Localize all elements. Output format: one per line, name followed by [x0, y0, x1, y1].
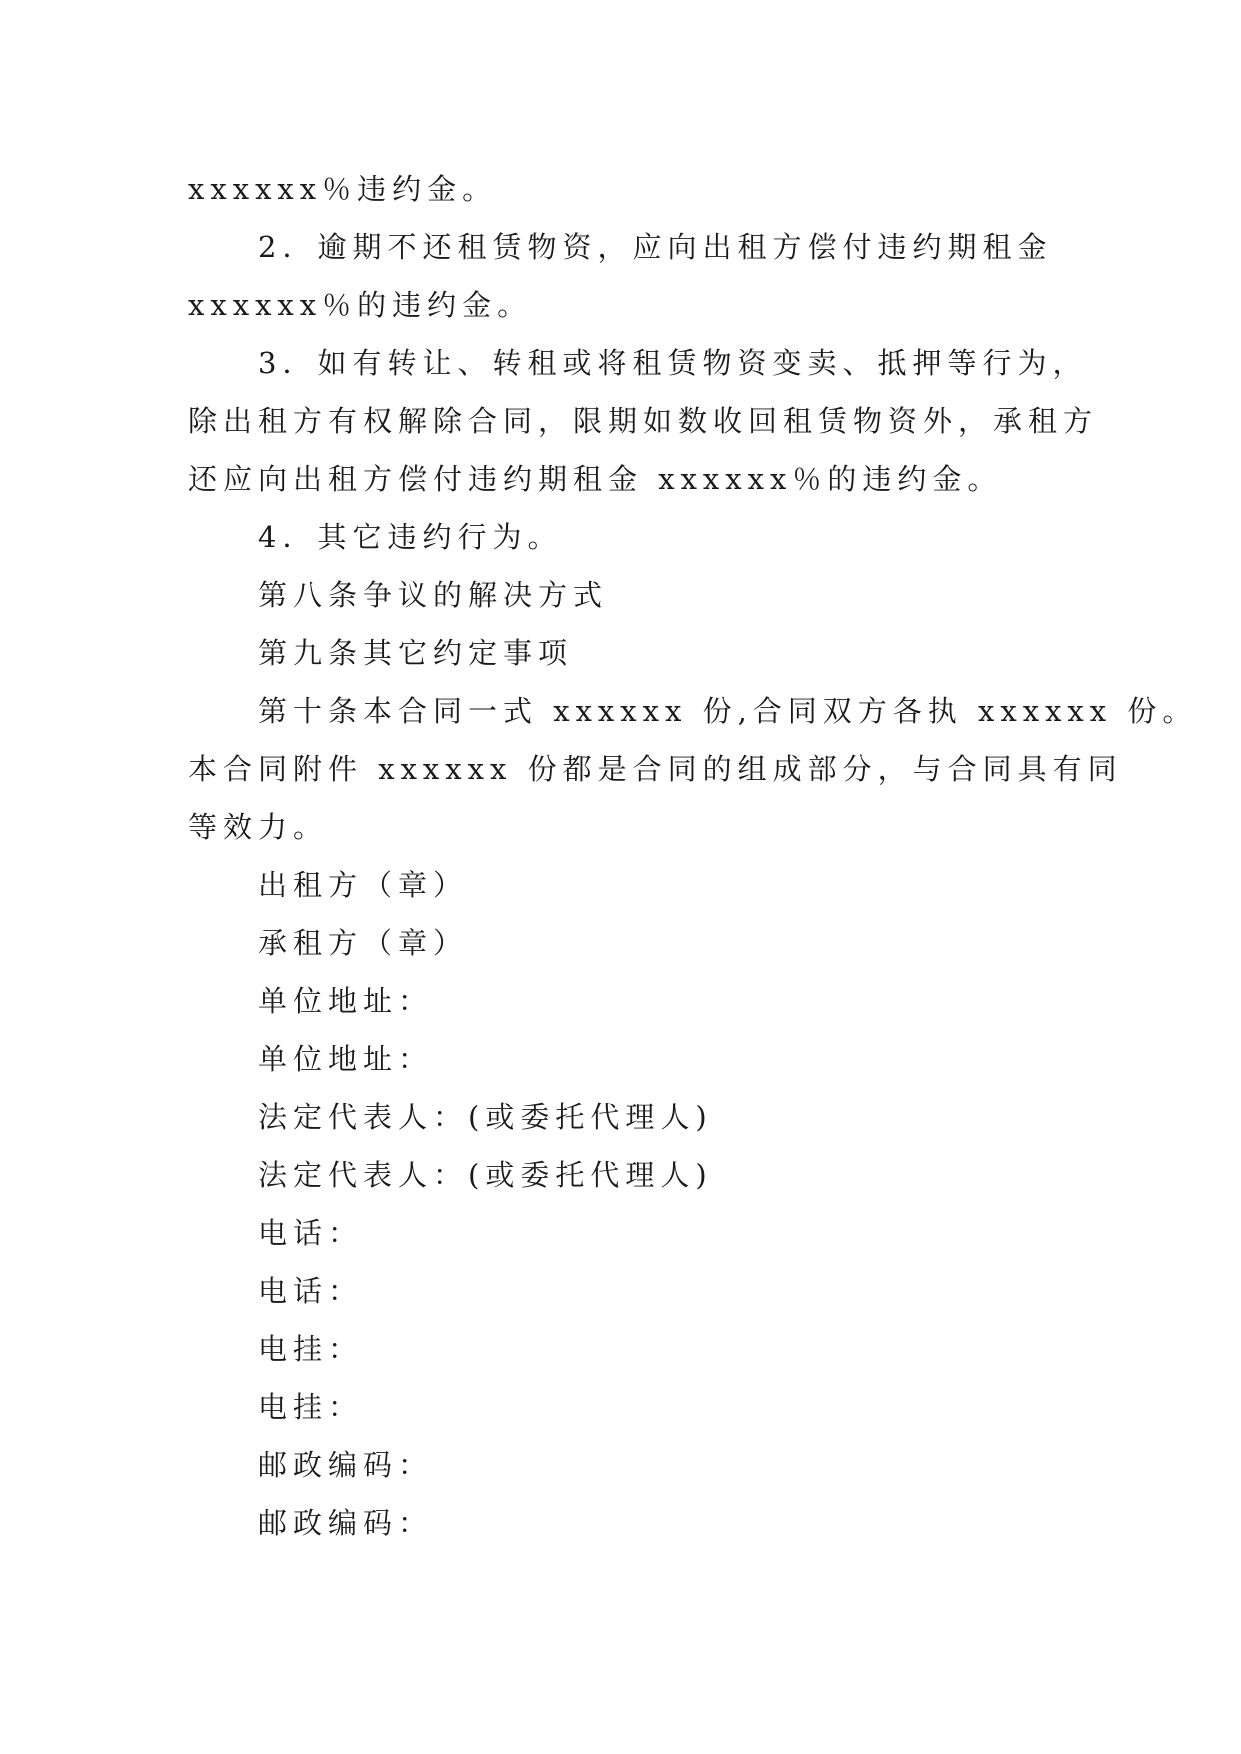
text-line: xxxxxx％的违约金。: [188, 288, 533, 322]
text-line: 还应向出租方偿付违约期租金 xxxxxx％的违约金。: [188, 462, 1003, 496]
signature-field: 法定代表人：(或委托代理人): [258, 1158, 713, 1192]
text-line: 除出租方有权解除合同，限期如数收回租赁物资外，承租方: [188, 404, 1099, 438]
signature-field: 电挂：: [258, 1390, 364, 1424]
text-line: 等效力。: [188, 810, 329, 844]
signature-field: 单位地址：: [258, 1042, 434, 1076]
signature-field: 电话：: [258, 1216, 364, 1250]
signature-field: 单位地址：: [258, 984, 434, 1018]
text-line: 2．逾期不还租赁物资，应向出租方偿付违约期租金: [258, 230, 1053, 264]
text-line: 本合同附件 xxxxxx 份都是合同的组成部分，与合同具有同: [188, 752, 1123, 786]
document-body: [188, 160, 1198, 1552]
text-line: 第十条本合同一式 xxxxxx 份,合同双方各执 xxxxxx 份。: [258, 694, 1198, 728]
signature-field: 电话：: [258, 1274, 364, 1308]
text-line: xxxxxx％违约金。: [188, 172, 498, 206]
article-heading: 第八条争议的解决方式: [258, 578, 609, 612]
text-line: 3．如有转让、转租或将租赁物资变卖、抵押等行为，: [258, 346, 1088, 380]
signature-field: 出租方（章）: [258, 868, 469, 902]
signature-field: 邮政编码：: [258, 1448, 434, 1482]
signature-field: 电挂：: [258, 1332, 364, 1366]
text-line: 4．其它违约行为。: [258, 520, 563, 554]
signature-field: 邮政编码：: [258, 1506, 434, 1540]
signature-field: 承租方（章）: [258, 926, 469, 960]
signature-field: 法定代表人：(或委托代理人): [258, 1100, 713, 1134]
article-heading: 第九条其它约定事项: [258, 636, 574, 670]
